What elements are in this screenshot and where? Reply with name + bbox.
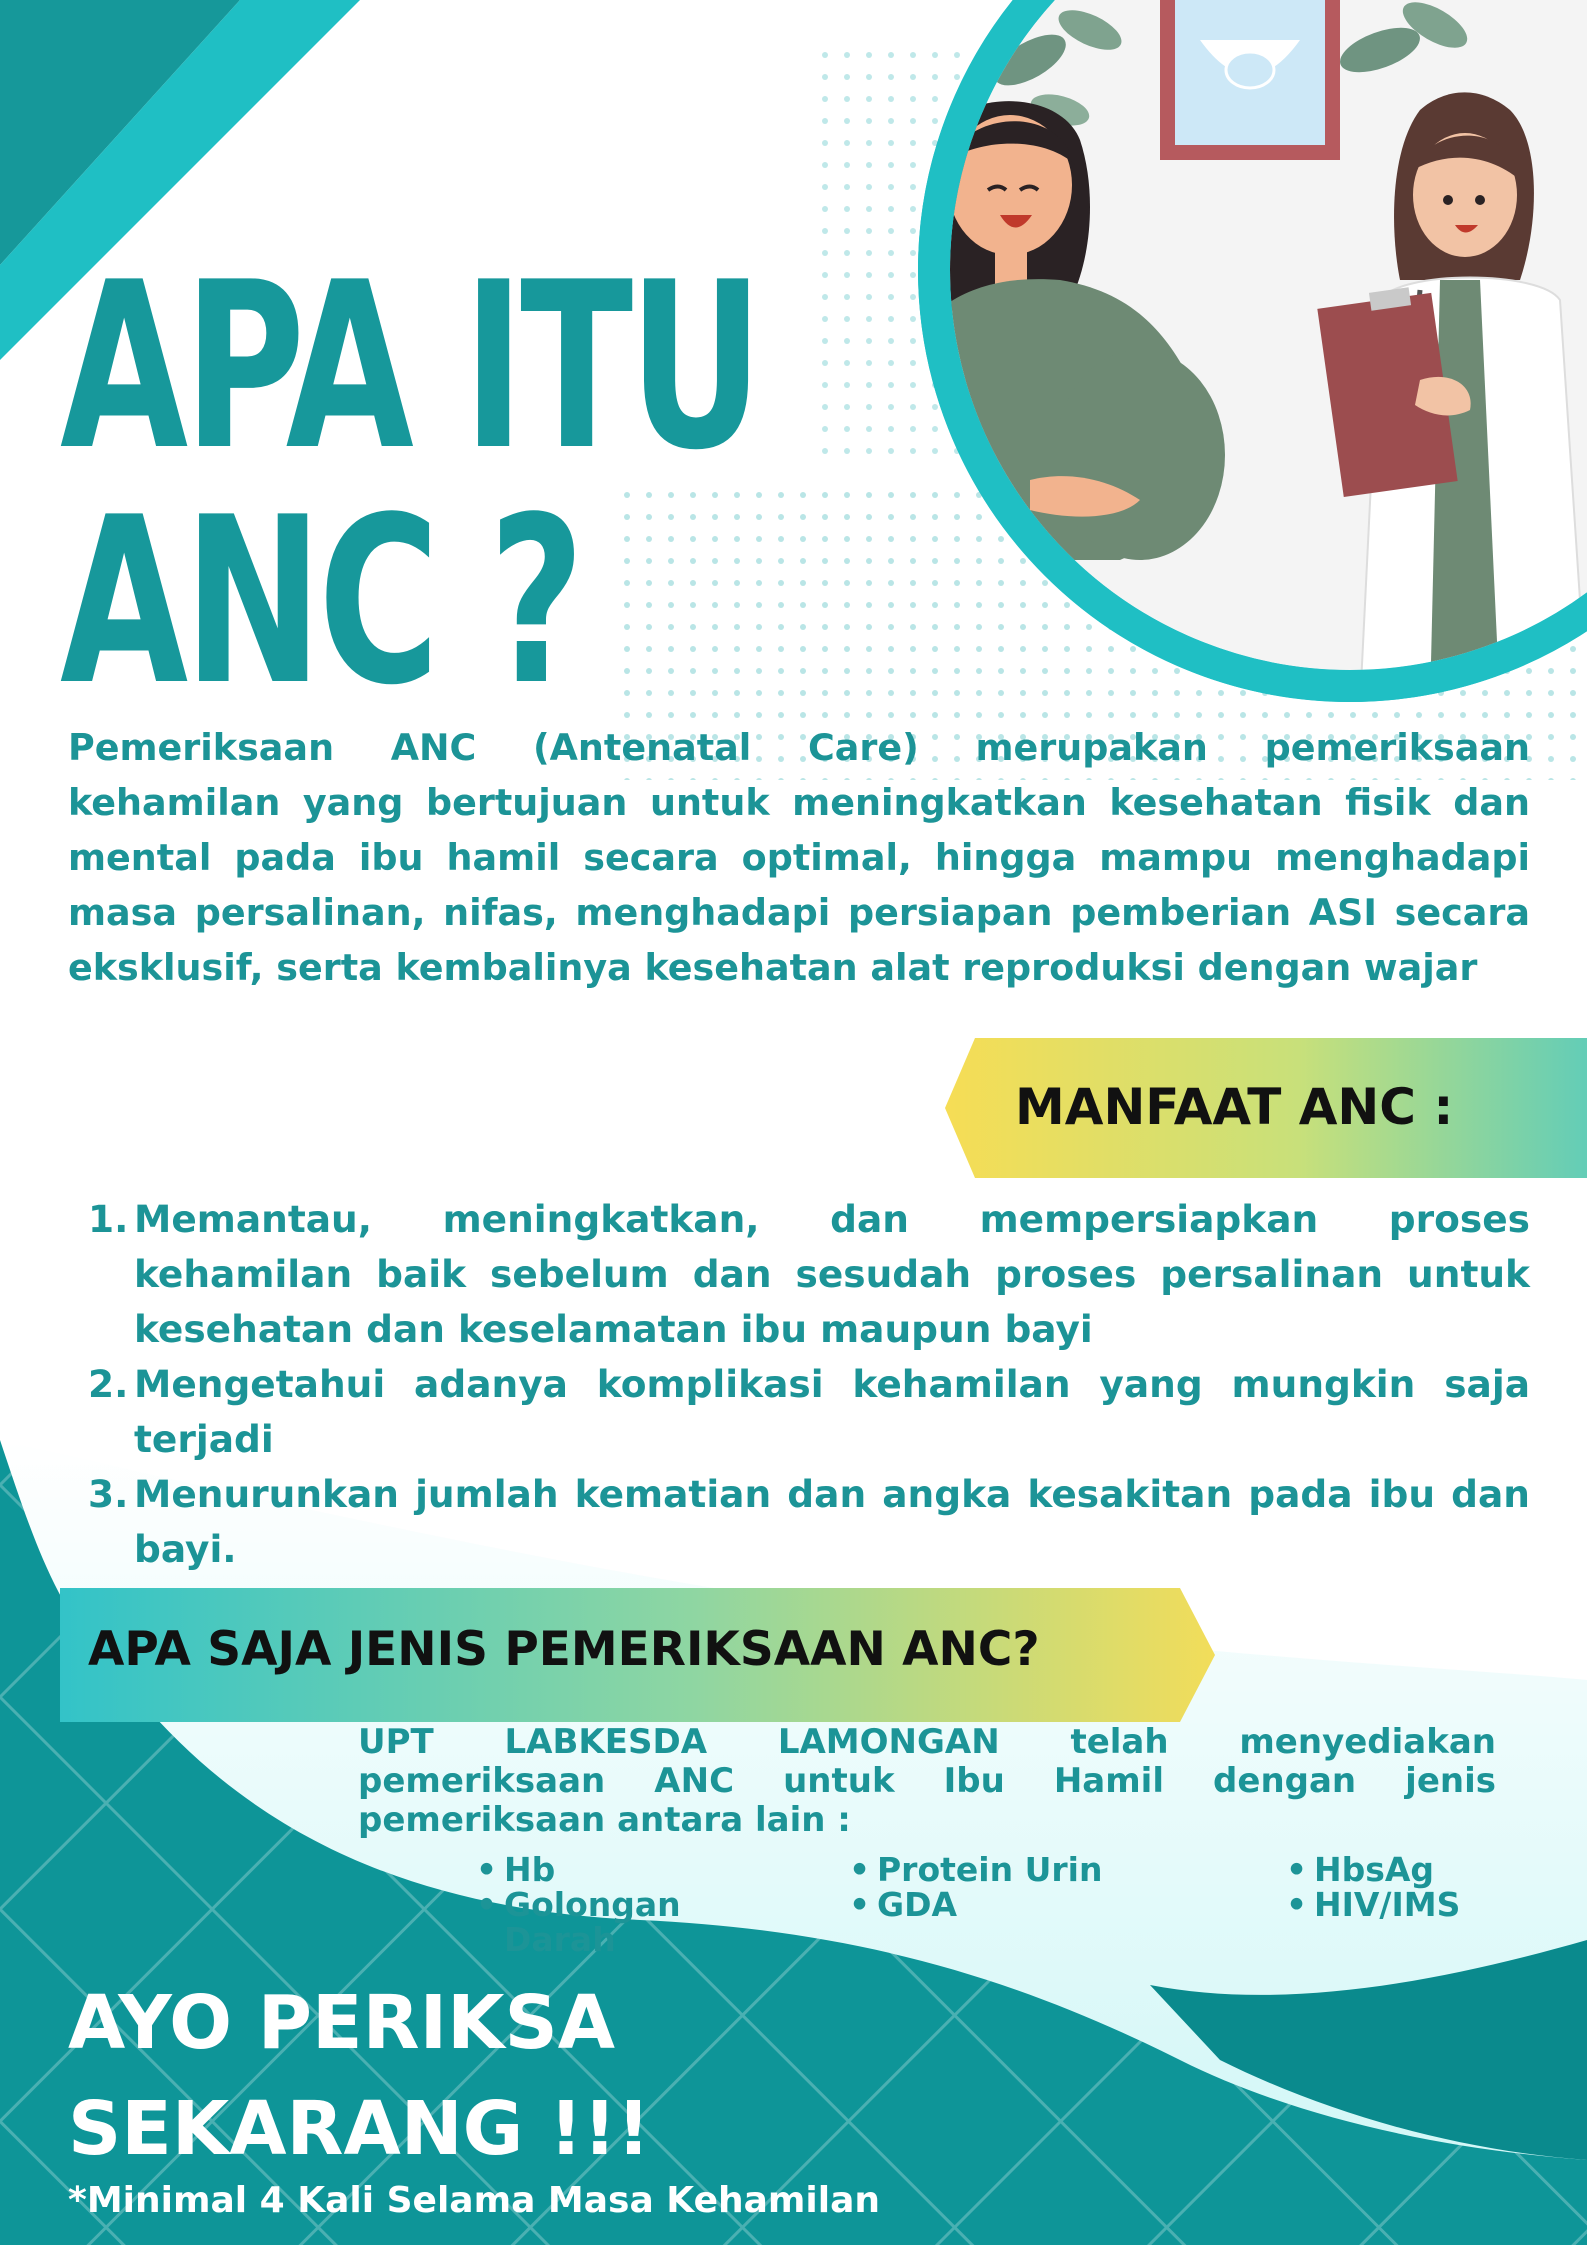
list-item: • GDA <box>845 1887 1165 1922</box>
upt-paragraph: UPT LABKESDA LAMONGAN telah menyediakan pemeriksaan ANC untuk Ibu Hamil dengan jenis pemeriksaan antara lain : <box>358 1722 1496 1840</box>
list-item: • Hb <box>472 1852 702 1887</box>
footnote: *Minimal 4 Kali Selama Masa Kehamilan <box>68 2180 881 2221</box>
title-line-1: APA ITU <box>60 234 759 501</box>
list-item <box>88 1357 1530 1467</box>
list-number: 3. <box>88 1472 129 1516</box>
cta-line-1: AYO PERIKSA <box>68 1980 616 2066</box>
jenis-heading: APA SAJA JENIS PEMERIKSAAN ANC? <box>88 1622 1040 1677</box>
cta-line-2: SEKARANG !!! <box>68 2086 651 2172</box>
list-text: Mengetahui adanya komplikasi kehamilan yang mungkin saja terjadi <box>134 1362 1530 1461</box>
list-item: • Protein Urin <box>845 1852 1165 1887</box>
list-item: • Golongan Darah <box>472 1887 702 1957</box>
list-item <box>88 1467 1530 1577</box>
page-title <box>60 234 759 736</box>
list-text: Memantau, meningkatkan, dan mempersiapkan proses kehamilan baik sebelum dan sesudah proses persalinan untuk kesehatan dan keselamatan ibu maupun bayi <box>134 1197 1530 1351</box>
test-list-col3 <box>1282 1852 1542 1922</box>
test-list-col2 <box>845 1852 1165 1922</box>
intro-paragraph: Pemeriksaan ANC (Antenatal Care) merupakan pemeriksaan kehamilan yang bertujuan untuk meningkatkan kesehatan fisik dan mental pada ibu hamil secara optimal, hingga mampu menghadapi masa persalinan, nifas, menghadapi persiapan pemberian ASI secara eksklusif, serta kembalinya kesehatan alat reproduksi dengan wajar <box>68 726 1530 989</box>
list-text: Menurunkan jumlah kematian dan angka kesakitan pada ibu dan bayi. <box>134 1472 1530 1571</box>
manfaat-heading: MANFAAT ANC : <box>1015 1078 1454 1136</box>
doctor-patient-illustration <box>860 0 1587 705</box>
list-number: 1. <box>88 1197 129 1241</box>
list-number: 2. <box>88 1362 129 1406</box>
title-line-2: ANC ? <box>60 469 581 736</box>
call-to-action <box>68 1970 650 2182</box>
test-list-col1 <box>472 1852 702 1957</box>
list-item: • HIV/IMS <box>1282 1887 1542 1922</box>
benefits-list <box>88 1192 1530 1577</box>
list-item: • HbsAg <box>1282 1852 1542 1887</box>
list-item <box>88 1192 1530 1357</box>
